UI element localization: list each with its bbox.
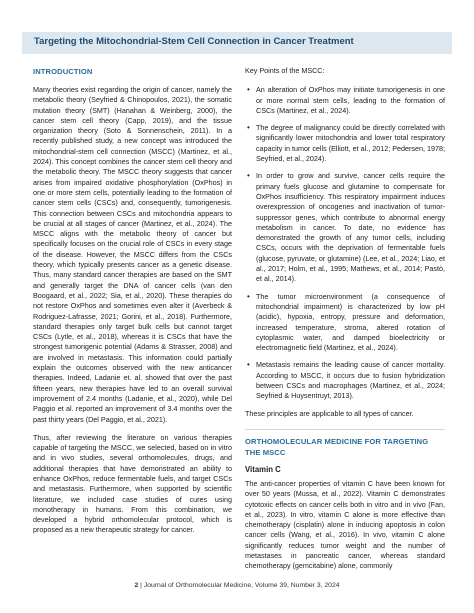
page-number: 2 (134, 582, 139, 589)
bullet-icon: • (247, 291, 250, 301)
key-point-text: The tumor microenvironment (a consequence of mitochondrial impairment) is characterized by low pH (acidic), hypoxia, entropy, pressure and deformation, increased temperature, stroma, altered rotation of cytoplasmic water, and damped bioelectricity or electromagnetic field (Martinez, et al., 2024). (256, 291, 445, 353)
footer-separator: | (140, 582, 142, 589)
key-point-item (245, 123, 445, 164)
bullet-icon: • (247, 123, 250, 133)
key-point-item (245, 85, 445, 116)
journal-citation: Journal of Orthomolecular Medicine, Volume 39, Number 3, 2024 (143, 582, 340, 589)
page-footer (0, 582, 474, 589)
bullet-icon: • (247, 85, 250, 95)
right-column (245, 66, 445, 580)
vitamin-c-paragraph: The anti-cancer properties of vitamin C have been known for over 50 years (Mussa, et al., 2022). Vitamin C demonstrates cytotoxic effects on cancer cells both in vitro and in vivo (Fan, et al., 2023). In vitro, vitamin C alone is more effective than chemotherapy (cisplatin) alone in inducing apoptosis in colon cancer cells (Wang, et al., 2016). In vivo, vitamin C alone significantly reduces tumor weight and the number of metastases in pancreatic cancer, whereas standard chemotherapy (gemcitabine) alone, commonly (245, 478, 445, 571)
key-point-item (245, 360, 445, 401)
key-point-item (245, 292, 445, 354)
orthomolecular-heading: ORTHOMOLECULAR MEDICINE FOR TARGETING THE MSCC (245, 436, 429, 457)
bullet-icon: • (247, 360, 250, 370)
key-points-closing: These principles are applicable to all types of cancer. (245, 408, 414, 418)
introduction-heading: INTRODUCTION (33, 67, 93, 76)
running-header-title: Targeting the Mitochondrial-Stem Cell Connection in Cancer Treatment (34, 36, 354, 47)
bullet-icon: • (247, 171, 250, 181)
key-point-text: The degree of malignancy could be directly correlated with significantly lower mitochondria and lower total respiratory capacity in tumor cells (Elliott, et al., 2012; Pedersen, 1978; Seyfried, et al., 2024). (256, 123, 445, 164)
running-header (22, 32, 452, 54)
key-point-text: Metastasis remains the leading cause of cancer mortality. According to MSCC, it occurs due to fusion hybridization between CSCs and macrophages (Martinez, et al., 2024; Seyfried & Huysentruyt, 2013). (256, 360, 445, 401)
left-column (33, 66, 232, 544)
key-point-text: In order to grow and survive, cancer cells require the primary fuels glucose and glutamine to compensate for OxPhos insufficiency. This respiratory impairment induces overexpression of oncogenes and inactivation of tumor-suppressor genes, which contribute to abnormal energy metabolism in cancer. To date, no evidence has demonstrated the growth of any tumor cells, including CSCs, occurs with the deprivation of fermentable fuels (glucose, pyruvate, or glutamine) (Lee, et al., 2024; Liao, et al., 2017; Holm, et al., 1995; Mathews, et al., 2014; Pastò, et al., 2014). (256, 171, 445, 284)
key-point-item (245, 171, 445, 284)
key-point-text: An alteration of OxPhos may initiate tumorigenesis in one or more normal stem cells, leading to the formation of CSCs (Martinez, et al., 2024). (256, 85, 445, 115)
section-divider (245, 429, 445, 430)
vitamin-c-subheading: Vitamin C (245, 464, 281, 474)
introduction-paragraph-2: Thus, after reviewing the literature on various therapies capable of targeting the MSCC, we selected, based on in vitro and in vivo studies, several orthomolecules, drugs, and additional therapies that have demonstrated an ability to enhance OxPhos, reduce fermentable fuels, and target CSCs and metastasis. Furthermore, when supported by scientific literature, we included case studies of cures using monotherapy in humans. From this combination, we developed a hybrid orthomolecular protocol, which is proposed as a new therapeutic strategy for cancer. (33, 432, 232, 535)
introduction-paragraph-1: Many theories exist regarding the origin of cancer, namely the metabolic theory (Seyfried & Chinopoulos, 2021), the somatic mutation theory (SMT) (Hanahan & Weinberg, 2000), the cancer stem cell theory (Capp, 2019), and the tissue organization theory (Soto & Sonnenschein, 2011). In a recently published study, a new concept was introduced the mitochondrial-stem cell connection (MSCC) (Martinez, et al., 2024). This concept combines the cancer stem cell theory and the metabolic theory. The MSCC theory suggests that cancer arises from impaired oxidative phosphorylation (OxPhos) in one or more stem cells, potentially leading to the formation of cancer stem cells (CSCs) and, consequently, tumorigenesis. This connection between CSCs and mitochondria appears to be crucial at all stages of cancer (Martinez, et al., 2024). The MSCC aligns with the metabolic theory of cancer but specifically focuses on the crucial role of CSCs in every stage of the disease. However, the MSCC differs from the CSCs theory, which typically presents cancer as a genetic disease. Thus, many standard cancer therapies are based on the SMT and generally target the DNA of cancer cells (van den Boogaard, et al., 2022; Sia, et al., 2020). These therapies do not restore OxPhos and sometimes even alter it (Averbeck & Rodriguez-Lafrasse, 2021; Gorini, et al., 2018). Furthermore, standard therapies only target bulk cells but cannot target CSCs (Lytle, et al., 2018), whereas it is CSCs that have the strongest tumorigenic potential (Adams & Strasser, 2008) and are involved in metastasis. This information could partially explain the outcomes observed with the new anticancer therapies. Indeed, Ladanie et. al. showed that over the past fifteen years, new therapies have led to an overall survival improvement of 2.4 months (Ladanie, et al., 2020), while Del Paggio et al. reported an improvement of 3.4 months over the past thirty years (Del Paggio, et al., 2021). (33, 85, 232, 424)
key-points-list (245, 85, 445, 401)
key-points-intro: Key Points of the MSCC: (245, 66, 325, 75)
